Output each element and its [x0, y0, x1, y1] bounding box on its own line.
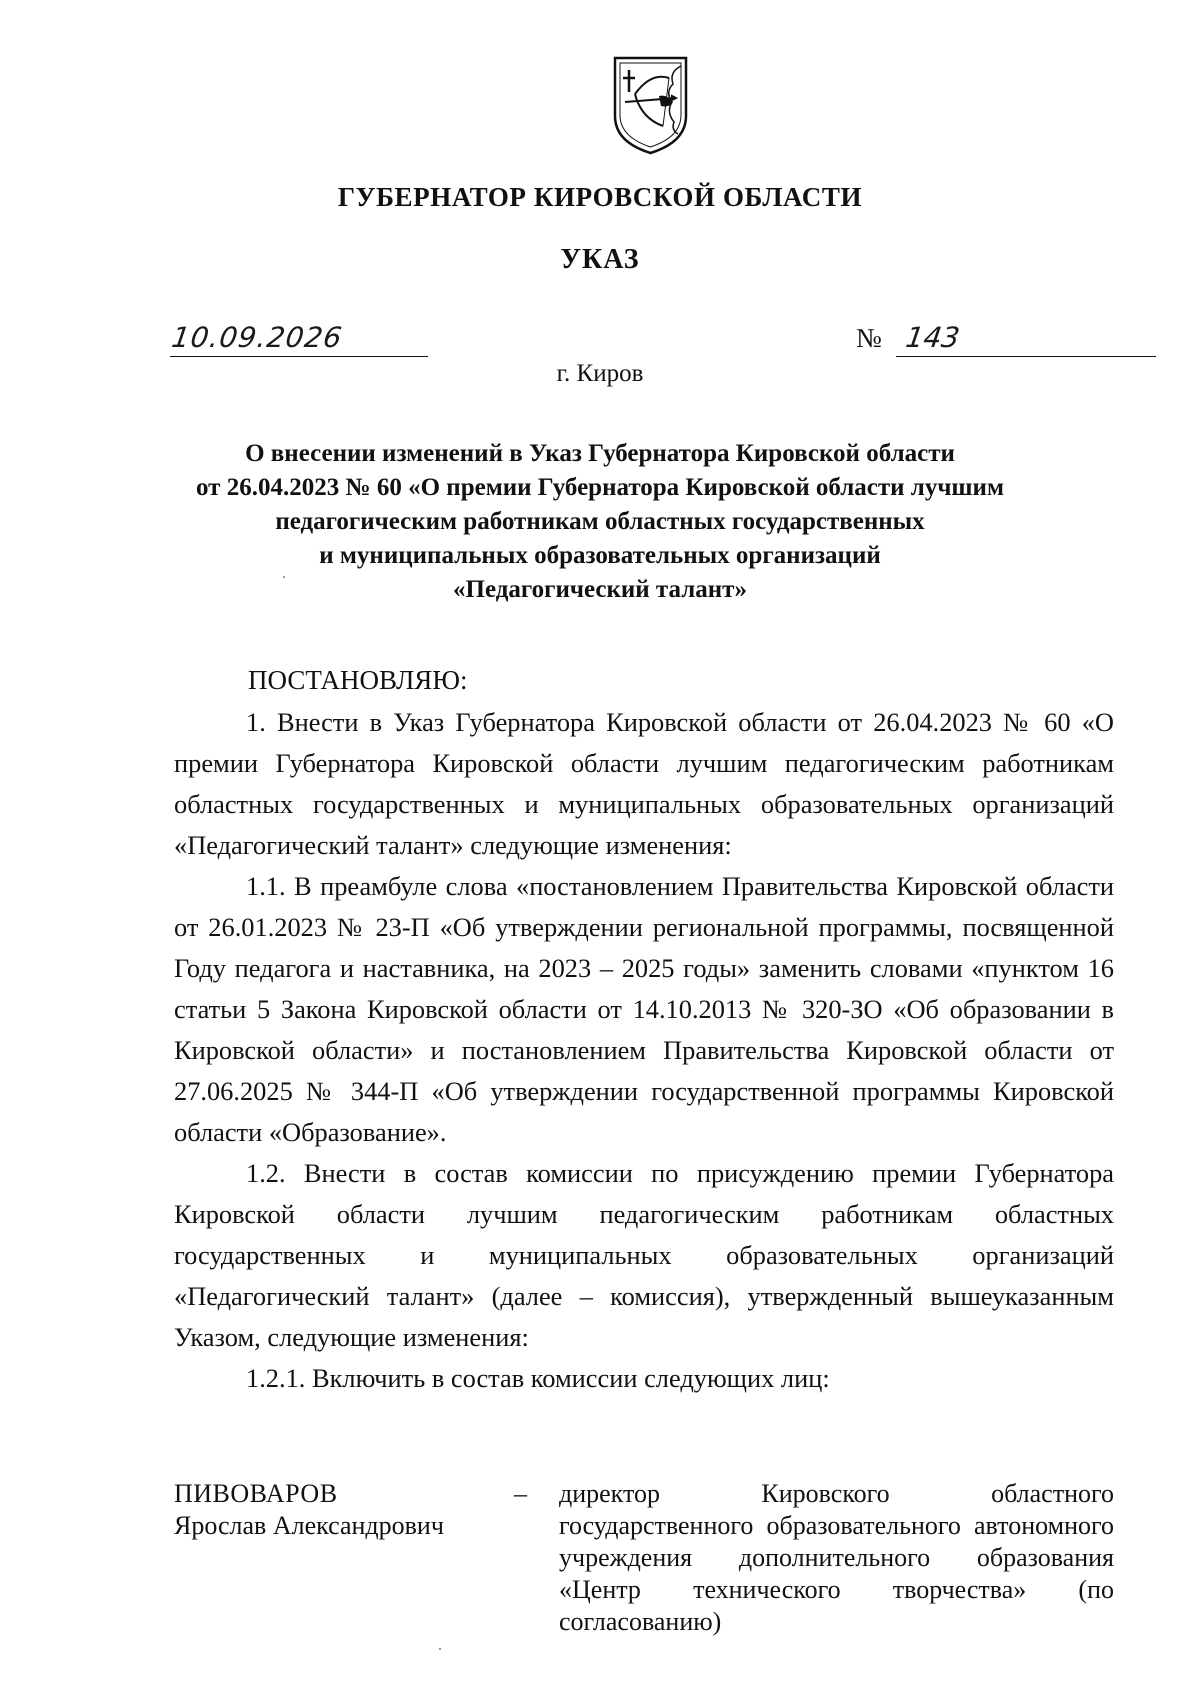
issuing-authority: ГУБЕРНАТОР КИРОВСКОЙ ОБЛАСТИ: [337, 182, 863, 212]
handwritten-number: 143: [903, 321, 962, 354]
title-line: О внесении изменений в Указ Губернатора Кировской области: [245, 440, 955, 467]
scan-speck: [283, 576, 285, 578]
paragraph-1-2: 1.2. Внести в состав комиссии по присуждению премии Губернатора Кировской области лучшим педагогическим работникам областных государственных и муниципальных образовательных организаций «Педагогический талант» (далее – комиссия), утвержденный вышеуказанным Указом, следующие изменения:: [174, 1158, 1114, 1352]
member-name: [174, 1478, 504, 1542]
decree-body: [174, 702, 1114, 1399]
decree-title: [150, 437, 1050, 607]
paragraph-1: 1. Внести в Указ Губернатора Кировской области от 26.04.2023 № 60 «О премии Губернатора Кировской области лучшим педагогическим работникам областных государственных и муниципальных образовательных организаций «Педагогический талант» следующие изменения:: [174, 707, 1114, 860]
member-dash: –: [514, 1479, 527, 1508]
number-sign: №: [856, 323, 882, 353]
coat-of-arms-icon: [611, 52, 690, 156]
member-role: директор Кировского областного государственного образовательного автономного учреждения дополнительного образования «Центр технического творчества» (по согласованию): [559, 1479, 1114, 1636]
number-line: [896, 320, 1156, 357]
title-line: педагогическим работникам областных государственных: [275, 508, 925, 535]
title-line: «Педагогический талант»: [453, 576, 747, 603]
scan-speck: [439, 1648, 441, 1650]
city: г. Киров: [556, 360, 644, 387]
paragraph-1-2-1: 1.2.1. Включить в состав комиссии следующих лиц:: [246, 1363, 830, 1393]
member-given-names: Ярослав Александрович: [174, 1511, 444, 1540]
title-line: и муниципальных образовательных организаций: [319, 542, 881, 569]
resolve-heading: ПОСТАНОВЛЯЮ:: [248, 665, 468, 695]
paragraph-1-1: 1.1. В преамбуле слова «постановлением Правительства Кировской области от 26.01.2023 № 23-П «Об утверждении региональной программы, посвященной Году педагога и наставника, на 2023 – 2025 годы» заменить словами «пунктом 16 статьи 5 Закона Кировской области от 14.10.2013 № 320-ЗО «Об образовании в Кировской области» и постановлением Правительства Кировской области от 27.06.2025 № 344-П «Об утверждении государственной программы Кировской области «Образование».: [174, 871, 1114, 1147]
date-field: [170, 320, 428, 357]
document-type: УКАЗ: [560, 244, 640, 275]
member-surname: ПИВОВАРОВ: [174, 1479, 338, 1508]
handwritten-date: 10.09.2026: [169, 321, 345, 354]
title-line: от 26.04.2023 № 60 «О премии Губернатора Кировской области лучшим: [196, 474, 1004, 501]
